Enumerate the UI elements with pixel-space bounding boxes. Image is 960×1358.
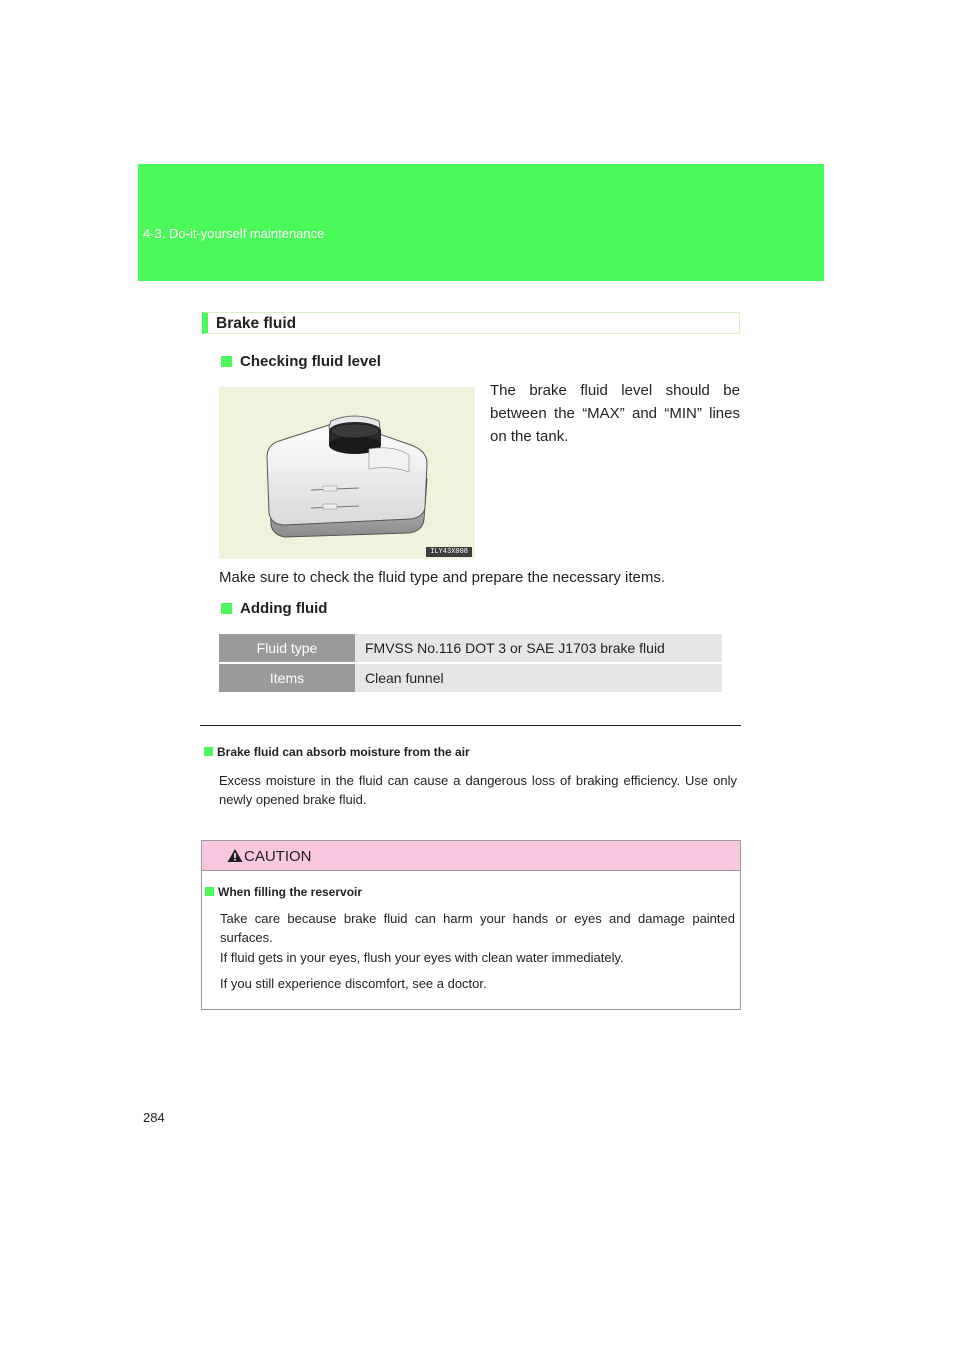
caution-paragraph-2: If fluid gets in your eyes, flush your eyes with clean water immediately. (220, 950, 624, 965)
fluid-table (219, 632, 722, 694)
caution-paragraph-1: Take care because brake fluid can harm your hands or eyes and damage painted surfaces. (220, 911, 735, 945)
fluid-type-label: Fluid type (219, 634, 355, 662)
warning-triangle-icon (227, 848, 243, 863)
items-value: Clean funnel (355, 664, 722, 692)
fluid-type-value: FMVSS No.116 DOT 3 or SAE J1703 brake fluid (355, 634, 722, 662)
square-bullet-icon (221, 356, 232, 367)
checking-description: The brake fluid level should be between the “MAX” and “MIN” lines on the tank. (490, 382, 740, 445)
header-band (138, 164, 824, 281)
square-bullet-icon (204, 747, 213, 756)
items-label: Items (219, 664, 355, 692)
table-row (219, 634, 722, 662)
caution-title: CAUTION (244, 848, 312, 865)
section-heading (202, 312, 740, 334)
section-title: Brake fluid (216, 315, 297, 332)
caution-heading: When filling the reservoir (205, 885, 362, 899)
square-bullet-icon (205, 887, 214, 896)
prep-text: Make sure to check the fluid type and prepare the necessary items. (219, 569, 666, 586)
chapter-section-label: 4-3. Do-it-yourself maintenance (143, 226, 325, 241)
caution-header (202, 841, 740, 871)
checking-heading: Checking fluid level (221, 353, 381, 370)
brake-reservoir-illustration (219, 387, 475, 559)
adding-heading: Adding fluid (221, 600, 327, 617)
caution-box (201, 840, 741, 1010)
image-code: ILY43X008 (426, 547, 472, 557)
caution-paragraph-3: If you still experience discomfort, see a doctor. (220, 976, 487, 991)
square-bullet-icon (221, 603, 232, 614)
page-number: 284 (143, 1110, 165, 1125)
table-row (219, 664, 722, 692)
brake-reservoir-drawing (219, 387, 475, 559)
note-heading: Brake fluid can absorb moisture from the air (204, 745, 470, 759)
note-text: Excess moisture in the fluid can cause a dangerous loss of braking efficiency. Use only newly opened brake fluid. (219, 773, 737, 807)
divider (200, 725, 741, 726)
